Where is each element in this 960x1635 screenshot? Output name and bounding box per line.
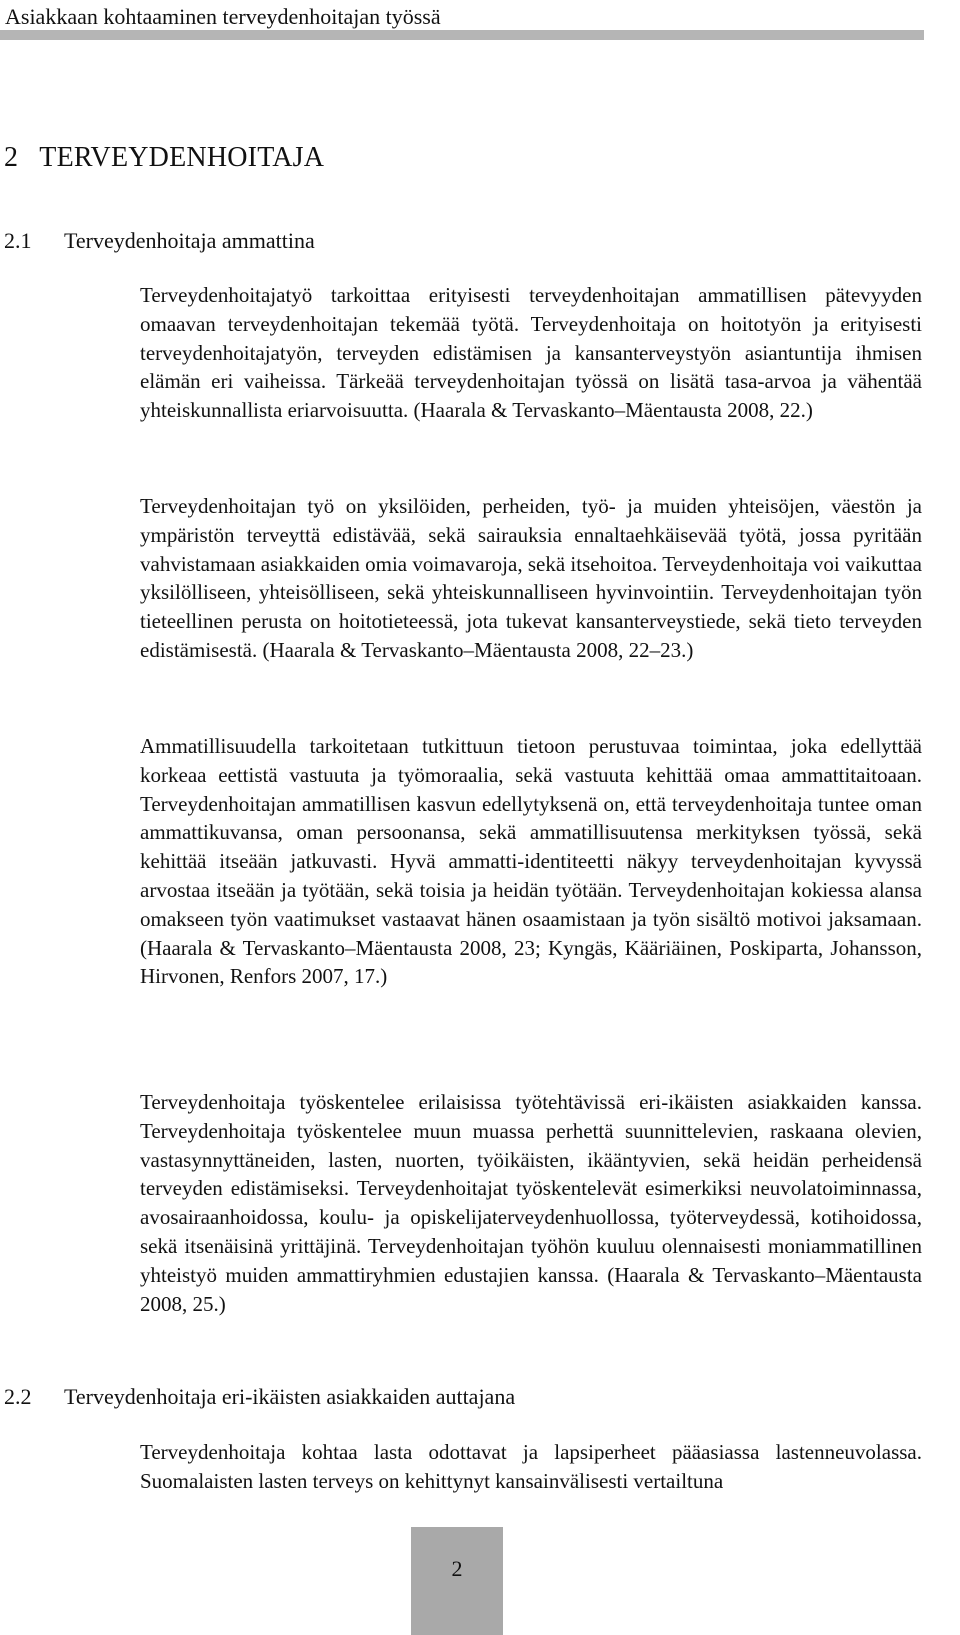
running-header: Asiakkaan kohtaaminen terveydenhoitajan työssä: [5, 4, 441, 29]
section-heading-2-2: [4, 1382, 515, 1412]
paragraph: Terveydenhoitaja työskentelee erilaisissa työtehtävissä eri-ikäisten asiakkaiden kanssa. Terveydenhoitaja työskentelee muun muassa perhettä suunnittelevien, raskaana olevien, vastasynnyttäneiden, lasten, nuorten, työikäisten, ikääntyvien, sekä heidän perheidensä terveyden edistämiseksi. Terveydenhoitajat työskentelevät esimerkiksi neuvolatoiminnassa, avosairaanhoidossa, koulu- ja opiskelijaterveydenhuollossa, työterveydessä, kotihoidossa, sekä itsenäisinä yrittäjinä. Terveydenhoitajan työhön kuuluu olennaisesti moniammatillinen yhteistyö muiden ammattiryhmien edustajien kanssa. (Haarala & Tervaskanto–Mäentausta 2008, 25.): [140, 1090, 922, 1316]
section-heading-2-1: [4, 226, 315, 256]
page-number-box: [411, 1527, 503, 1635]
header-rule: [0, 30, 924, 40]
section-number: 2.2: [4, 1384, 32, 1409]
page-number: 2: [451, 1556, 463, 1581]
paragraph: Terveydenhoitajan työ on yksilöiden, perheiden, työ- ja muiden yhteisöjen, väestön ja ympäristön terveyttä edistävää, sekä sairauksia ennaltaehkäisevää työtä, jossa pyritään vahvistamaan asiakkaiden omia voimavaroja, sekä itsehoitoa. Terveydenhoitaja voi vaikuttaa yksilölliseen, yhteisölliseen, sekä yhteiskunnalliseen hyvinvointiin. Terveydenhoitajan työn tieteellinen perusta on hoitotieteessä, jota tukevat kansanterveystiede, sekä tieto terveyden edistämisestä. (Haarala & Tervaskanto–Mäentausta 2008, 22–23.): [140, 494, 922, 662]
section-title: Terveydenhoitaja ammattina: [64, 228, 315, 253]
paragraph: Ammatillisuudella tarkoitetaan tutkittuun tietoon perustuvaa toimintaa, joka edellyttää korkeaa eettistä vastuuta ja työmoraalia, sekä vastuuta kehittää omaa ammattitaitoaan. Terveydenhoitajan ammatillisen kasvun edellytyksenä on, että terveydenhoitaja tuntee oman ammattikuvansa, oman persoonansa, sekä ammatillisuutensa merkityksen työssä, sekä kehittää itseään jatkuvasti. Hyvä ammatti-identiteetti näkyy terveydenhoitajan kyvyssä arvostaa itseään ja työtään, sekä toisia ja heidän työtään. Terveydenhoitajan kokiessa alansa omakseen työn vaatimukset vastaavat hänen osaamistaan ja työn sisältö motivoi jaksamaan. (Haarala & Tervaskanto–Mäentausta 2008, 23; Kyngäs, Kääriäinen, Poskiparta, Johansson, Hirvonen, Renfors 2007, 17.): [140, 734, 922, 989]
section-number: 2.1: [4, 228, 32, 253]
paragraph: Terveydenhoitaja kohtaa lasta odottavat ja lapsiperheet pääasiassa lastenneuvolassa. Suomalaisten lasten terveys on kehittynyt kansainvälisesti vertailtuna: [140, 1440, 922, 1493]
paragraph: Terveydenhoitajatyö tarkoittaa erityisesti terveydenhoitajan ammatillisen pätevyyden omaavan terveydenhoitajan tekemää työtä. Terveydenhoitaja on hoitotyön ja erityisesti terveydenhoitajatyön, terveyden edistämisen ja kansanterveystyön asiantuntija ihmisen elämän eri vaiheissa. Tärkeää terveydenhoitajan työssä on lisätä tasa-arvoa ja vähentää yhteiskunnallista eriarvoisuutta. (Haarala & Tervaskanto–Mäentausta 2008, 22.): [140, 283, 922, 423]
section-title: Terveydenhoitaja eri-ikäisten asiakkaiden auttajana: [64, 1384, 516, 1409]
chapter-heading: 2 TERVEYDENHOITAJA: [4, 142, 325, 173]
